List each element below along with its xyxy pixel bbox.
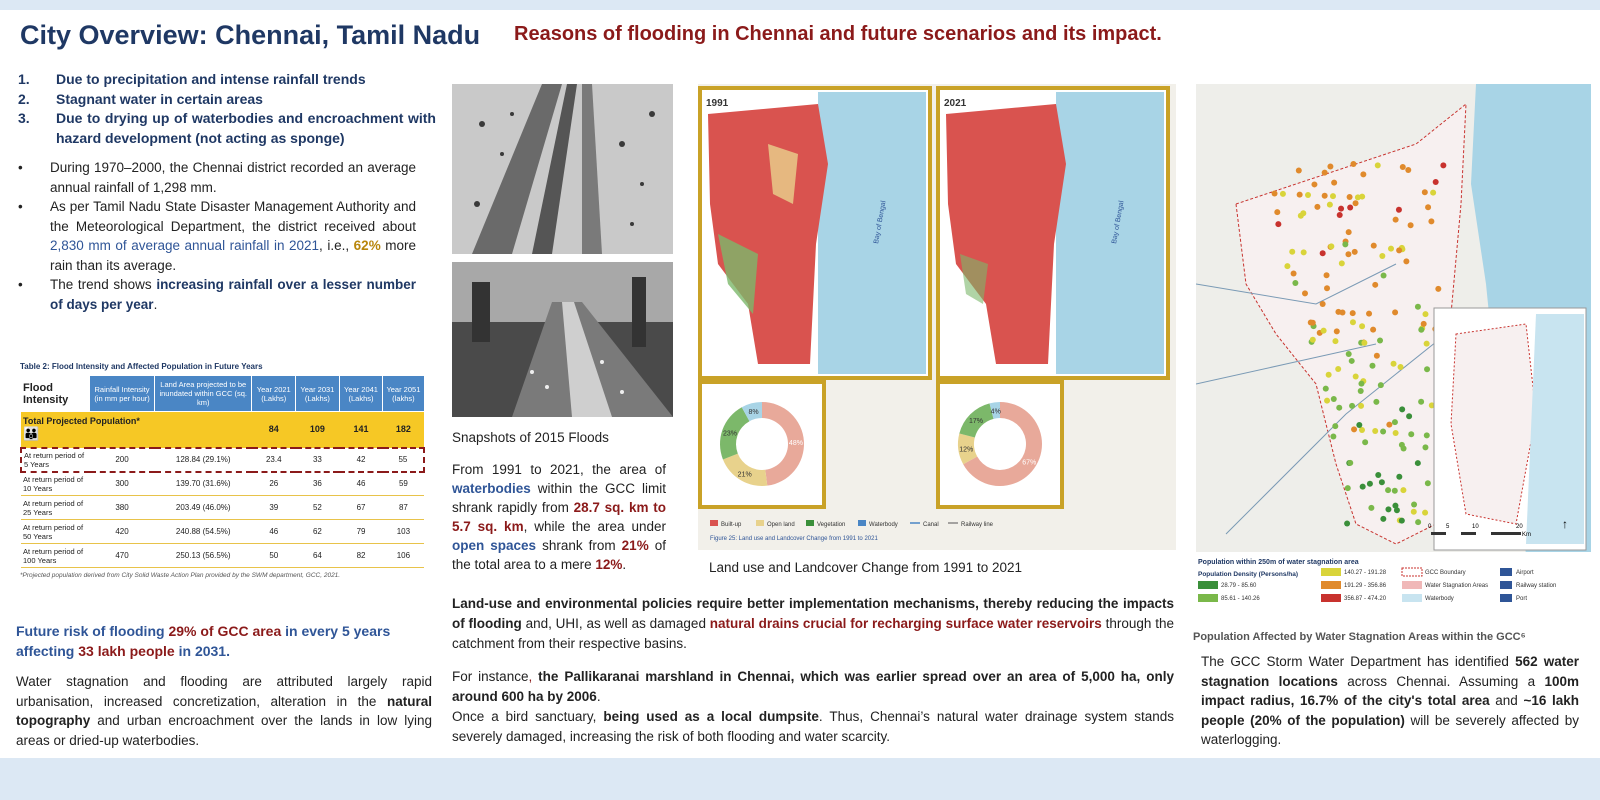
stagnation-point — [1310, 337, 1316, 343]
slide — [0, 10, 1600, 758]
stagnation-point — [1345, 485, 1351, 491]
stagnation-point — [1347, 204, 1353, 210]
stagnation-point — [1422, 444, 1428, 450]
svg-text:5: 5 — [1446, 524, 1450, 530]
donut-label: 23% — [723, 430, 738, 438]
stagnation-point — [1320, 301, 1326, 307]
stagnation-point — [1322, 193, 1328, 199]
stagnation-point — [1327, 202, 1333, 208]
list-number: 1. — [18, 71, 30, 87]
stagnation-point — [1418, 399, 1424, 405]
stagnation-point — [1301, 249, 1307, 255]
stagnation-point — [1337, 212, 1343, 218]
table-row: At return period of 100 Years 470 250.13 (56.5%) 50 64 82 106 — [21, 544, 424, 568]
stagnation-point — [1422, 510, 1428, 516]
people-icon: 👪 — [23, 426, 40, 442]
stagnation-point — [1344, 520, 1350, 526]
table-row: At return period of 50 Years 420 240.88 (54.5%) 46 62 79 103 — [21, 520, 424, 544]
landuse-caption: Land use and Landcover Change from 1991 to 2021 — [709, 560, 1022, 575]
stagnation-point — [1340, 310, 1346, 316]
stagnation-point — [1346, 351, 1352, 357]
stagnation-point — [1415, 304, 1421, 310]
stagnation-point — [1422, 189, 1428, 195]
stagnation-point — [1399, 518, 1405, 524]
stagnation-point — [1435, 286, 1441, 292]
flood-photo-1 — [452, 84, 673, 254]
stagnation-point — [1349, 358, 1355, 364]
stagnation-point — [1351, 426, 1357, 432]
stagnation-point — [1275, 221, 1281, 227]
stagnation-point — [1353, 373, 1359, 379]
stagnation-point — [1347, 460, 1353, 466]
stagnation-point — [1385, 506, 1391, 512]
bullet-text: As per Tamil Nadu State Disaster Management Authority and the Meteorological Department, the district received about 2,830 mm of average annual rainfall in 2021, i.e., 62% more rain than its average. — [50, 199, 417, 273]
svg-text:Railway station: Railway station — [1516, 583, 1557, 589]
stagnation-point — [1350, 161, 1356, 167]
stagnation-point — [1406, 413, 1412, 419]
stagnation-point — [1399, 406, 1405, 412]
svg-text:Built-up: Built-up — [721, 522, 742, 528]
svg-text:0: 0 — [1428, 524, 1432, 530]
stagnation-point — [1418, 327, 1424, 333]
donut-label: 8% — [748, 409, 759, 417]
stagnation-point — [1272, 190, 1278, 196]
stagnation-point — [1371, 243, 1377, 249]
reasons-list — [16, 70, 436, 148]
stagnation-point — [1326, 372, 1332, 378]
list-number: 3. — [18, 110, 30, 126]
table-caption: Table 2: Flood Intensity and Affected Population in Future Years — [20, 362, 263, 371]
figure-caption: Figure 25: Land use and Landcover Change from 1991 to 2021 — [710, 536, 878, 542]
stagnation-point — [1369, 363, 1375, 369]
stagnation-point — [1323, 386, 1329, 392]
stagnation-point — [1393, 430, 1399, 436]
flood-intensity-table — [20, 362, 425, 579]
donut-label: 17% — [968, 417, 983, 425]
waterbodies-paragraph: From 1991 to 2021, the area of waterbodies within the GCC limit shrank rapidly from 28.7 sq. km to 5.7 sq. km, while the area under open spaces shrank from 21% of the total area to a mere 12%. — [452, 462, 666, 572]
svg-text:Port: Port — [1516, 596, 1528, 602]
stagnation-point — [1331, 180, 1337, 186]
bullet-text: During 1970–2000, the Chennai district recorded an average annual rainfall of 1,298 mm. — [50, 160, 416, 195]
stagnation-point — [1355, 194, 1361, 200]
stagnation-point — [1356, 422, 1362, 428]
year-2021-label: 2021 — [944, 98, 967, 109]
stagnation-point — [1398, 364, 1404, 370]
stagnation-point — [1375, 472, 1381, 478]
year-1991-label: 1991 — [706, 98, 729, 109]
stagnation-point — [1396, 247, 1402, 253]
stagnation-point — [1422, 311, 1428, 317]
stagnation-point — [1433, 179, 1439, 185]
stagnation-point — [1380, 516, 1386, 522]
svg-text:20: 20 — [1516, 524, 1523, 530]
stagnation-point — [1381, 273, 1387, 279]
stagnation-point — [1424, 366, 1430, 372]
stagnation-point — [1302, 290, 1308, 296]
stagnation-point — [1358, 388, 1364, 394]
donut-label: 67% — [1022, 459, 1037, 467]
stagnation-point — [1385, 487, 1391, 493]
stagnation-point — [1367, 481, 1373, 487]
stagnation-point — [1352, 249, 1358, 255]
svg-text:Population Density (Persons/ha: Population Density (Persons/ha) — [1198, 571, 1299, 578]
stagnation-point — [1400, 164, 1406, 170]
stagnation-point — [1350, 319, 1356, 325]
svg-text:191.29 - 356.86: 191.29 - 356.86 — [1344, 583, 1387, 589]
footer-band — [0, 758, 1600, 800]
stagnation-point — [1305, 192, 1311, 198]
table-header: Land Area projected to be inundated within GCC (sq. km) — [155, 376, 252, 412]
svg-text:10: 10 — [1472, 524, 1479, 530]
stagnation-point — [1378, 382, 1384, 388]
stagnation-point — [1391, 361, 1397, 367]
stagnation-point — [1334, 328, 1340, 334]
stagnation-point — [1400, 487, 1406, 493]
table-header: Rainfall Intensity (in mm per hour) — [90, 376, 155, 412]
table-header: Year 2051 (lakhs) — [383, 376, 424, 412]
table-row: At return period of 10 Years 300 139.70 (31.6%) 26 36 46 59 — [21, 472, 424, 496]
stagnation-point — [1392, 309, 1398, 315]
stagnation-point — [1361, 340, 1367, 346]
stagnation-point — [1331, 396, 1337, 402]
stagnation-point — [1342, 241, 1348, 247]
reasons-column — [16, 70, 436, 314]
stagnation-point — [1349, 403, 1355, 409]
page-subtitle: Reasons of flooding in Chennai and future scenarios and its impact. — [514, 23, 1162, 45]
stagnation-point — [1274, 209, 1280, 215]
reason-text: Due to drying up of waterbodies and encroachment with hazard development (not acting as sponge) — [56, 110, 436, 146]
stagnation-point — [1428, 218, 1434, 224]
stagnation-point — [1372, 282, 1378, 288]
stagnation-point — [1440, 162, 1446, 168]
stagnation-point — [1405, 167, 1411, 173]
stagnation-point — [1360, 484, 1366, 490]
stagnation-point — [1408, 431, 1414, 437]
stagnation-point — [1353, 200, 1359, 206]
stagnation-point — [1425, 480, 1431, 486]
donut-label: 12% — [959, 446, 974, 454]
stagnation-paragraph: Water stagnation and flooding are attributed largely rapid urbanisation, increased concretization, alteration in the natural topography and urban encroachment over the lands in low lying areas or dried-up waterbodies. — [16, 674, 432, 748]
landuse-legend — [710, 520, 994, 528]
svg-text:Airport: Airport — [1516, 570, 1534, 576]
stagnation-point — [1368, 505, 1374, 511]
north-arrow-icon: ↑ — [1562, 517, 1568, 531]
table-cell: 182 — [383, 412, 424, 448]
stagnation-point — [1292, 280, 1298, 286]
stagnation-point — [1328, 243, 1334, 249]
table-row: At return period of 25 Years 380 203.49 (46.0%) 39 52 67 87 — [21, 496, 424, 520]
stagnation-point — [1396, 207, 1402, 213]
map-legend-title: Population within 250m of water stagnation area — [1198, 559, 1359, 566]
list-item — [16, 90, 436, 110]
stagnation-point — [1358, 403, 1364, 409]
stagnation-point — [1284, 263, 1290, 269]
stagnation-point — [1430, 190, 1436, 196]
stagnation-point — [1408, 222, 1414, 228]
table-cell: 109 — [296, 412, 340, 448]
stagnation-point — [1330, 193, 1336, 199]
stagnation-point — [1296, 168, 1302, 174]
stagnation-point — [1311, 181, 1317, 187]
sea-label: Bay of Bengal — [1111, 200, 1126, 245]
table-cell: 141 — [339, 412, 383, 448]
stagnation-point — [1360, 171, 1366, 177]
stagnation-point — [1347, 194, 1353, 200]
stagnation-point — [1392, 419, 1398, 425]
stagnation-point — [1336, 405, 1342, 411]
flood-photo-2 — [452, 262, 673, 417]
stagnation-point — [1370, 327, 1376, 333]
stagnation-point — [1421, 321, 1427, 327]
stagnation-point — [1358, 381, 1364, 387]
stagnation-point — [1291, 270, 1297, 276]
stagnation-point — [1403, 258, 1409, 264]
stagnation-point — [1396, 474, 1402, 480]
list-item — [16, 70, 436, 90]
svg-text:Railway line: Railway line — [961, 522, 994, 528]
svg-text:Water Stagnation Areas: Water Stagnation Areas — [1425, 583, 1489, 589]
stagnation-point — [1321, 328, 1327, 334]
list-item — [16, 109, 436, 148]
donut-label: 4% — [990, 408, 1001, 416]
stagnation-point — [1359, 323, 1365, 329]
page-title: City Overview: Chennai, Tamil Nadu — [20, 20, 481, 50]
stagnation-point — [1327, 164, 1333, 170]
table-row-total — [21, 412, 424, 448]
table-header: Year 2041 (Lakhs) — [339, 376, 383, 412]
stagnation-point — [1399, 442, 1405, 448]
landuse-figure — [698, 84, 1176, 550]
stagnation-point — [1415, 519, 1421, 525]
photo-caption: Snapshots of 2015 Floods — [452, 430, 609, 445]
reason-text: Due to precipitation and intense rainfall trends — [56, 71, 366, 87]
list-number: 2. — [18, 90, 30, 107]
gcc-stagnation-map — [1196, 84, 1591, 616]
stagnation-point — [1372, 428, 1378, 434]
stagnation-point — [1297, 192, 1303, 198]
stagnation-point — [1332, 338, 1338, 344]
stagnation-point — [1388, 246, 1394, 252]
stagnation-point — [1335, 366, 1341, 372]
svg-text:28.79 - 85.60: 28.79 - 85.60 — [1221, 583, 1257, 589]
table-footnote: *Projected population derived from City Solid Waste Action Plan provided by the SWM department, GCC, 2021. — [20, 572, 341, 579]
svg-text:Waterbody: Waterbody — [869, 522, 898, 528]
table-header: Year 2031 (Lakhs) — [296, 376, 340, 412]
stagnation-point — [1392, 488, 1398, 494]
total-label: Total Projected Population* 👪 — [21, 412, 155, 448]
stagnation-point — [1386, 422, 1392, 428]
stagnation-point — [1324, 398, 1330, 404]
svg-text:GCC Boundary: GCC Boundary — [1425, 570, 1466, 576]
stagnation-point — [1320, 250, 1326, 256]
bullet-text: The trend shows increasing rainfall over a lesser number of days per year. — [50, 277, 417, 312]
sea-label: Bay of Bengal — [873, 200, 888, 245]
stagnation-point — [1377, 338, 1383, 344]
list-item: • The trend shows increasing rainfall over a lesser number of days per year. — [16, 275, 416, 314]
table-header: Flood Intensity — [21, 376, 90, 412]
svg-text:Vegetation: Vegetation — [817, 522, 846, 528]
stagnation-point — [1339, 260, 1345, 266]
table-header: Year 2021 (Lakhs) — [252, 376, 296, 412]
donut-label: 21% — [737, 471, 752, 479]
stagnation-point — [1298, 213, 1304, 219]
gcc-map-caption: Population Affected by Water Stagnation Areas within the GCC⁶ — [1193, 631, 1526, 643]
stagnation-point — [1322, 170, 1328, 176]
list-item: • During 1970–2000, the Chennai district recorded an average annual rainfall of 1,298 mm. — [16, 158, 416, 197]
pallikaranai-paragraph: For instance, the Pallikaranai marshland in Chennai, which was earlier spread over an area of 5,000 ha, only around 600 ha by 2006. Once a bird sanctuary, being used as a local dumpsite. Thus, Chennai’s natural water drainage system stands severely damaged, increasing the risk of both flooding and water scarcity. — [452, 669, 1174, 744]
rainfall-bullets — [16, 158, 436, 314]
stagnation-point — [1345, 251, 1351, 257]
stagnation-point — [1350, 310, 1356, 316]
stagnation-point — [1324, 272, 1330, 278]
svg-text:Open land: Open land — [767, 522, 795, 528]
stagnation-point — [1411, 502, 1417, 508]
reason-text: Stagnant water in certain areas — [56, 90, 263, 107]
donut-label: 48% — [788, 439, 803, 447]
stagnation-point — [1375, 162, 1381, 168]
stagnation-point — [1379, 253, 1385, 259]
table-row: At return period of 5 Years 200 128.84 (29.1%) 23.4 33 42 55 — [21, 448, 424, 472]
svg-text:140.27 - 191.28: 140.27 - 191.28 — [1344, 570, 1387, 576]
stagnation-point — [1314, 204, 1320, 210]
stagnation-point — [1373, 399, 1379, 405]
stagnation-point — [1324, 285, 1330, 291]
stagnation-point — [1415, 460, 1421, 466]
table-cell: 84 — [252, 412, 296, 448]
stagnation-point — [1332, 423, 1338, 429]
stagnation-point — [1280, 191, 1286, 197]
stagnation-point — [1392, 503, 1398, 509]
stagnation-point — [1374, 353, 1380, 359]
stagnation-point — [1380, 429, 1386, 435]
future-risk-statement: Future risk of flooding 29% of GCC area in every 5 years affecting 33 lakh people in 2031. — [16, 623, 391, 659]
stagnation-point — [1346, 229, 1352, 235]
stagnation-point — [1393, 217, 1399, 223]
gcc-stagnation-paragraph: The GCC Storm Water Department has identified 562 water stagnation locations across Chennai. Assuming a 100m impact radius, 16.7% of the city's total area and ~16 lakh people (20% of the population) will be severely affected by waterlogging. — [1201, 654, 1580, 747]
stagnation-point — [1338, 206, 1344, 212]
stagnation-point — [1289, 249, 1295, 255]
svg-text:356.87 - 474.20: 356.87 - 474.20 — [1344, 596, 1387, 602]
stagnation-point — [1424, 432, 1430, 438]
stagnation-point — [1424, 341, 1430, 347]
svg-text:Canal: Canal — [923, 522, 939, 528]
policy-paragraph: Land-use and environmental policies require better implementation mechanisms, thereby reducing the impacts of flooding and, UHI, as well as damaged natural drains crucial for recharging surface water reservoirs through the catchment from their respective basins. — [452, 596, 1174, 651]
stagnation-point — [1362, 439, 1368, 445]
svg-text:Waterbody: Waterbody — [1425, 596, 1454, 602]
svg-text:Km: Km — [1522, 532, 1531, 538]
policy-section — [452, 594, 1174, 760]
stagnation-point — [1366, 311, 1372, 317]
stagnation-point — [1330, 434, 1336, 440]
list-item: • As per Tamil Nadu State Disaster Management Authority and the Meteorological Department, the district received about 2,830 mm of average annual rainfall in 2021, i.e., 62% more rain than its average. — [16, 197, 416, 275]
stagnation-point — [1411, 509, 1417, 515]
stagnation-point — [1425, 204, 1431, 210]
stagnation-point — [1379, 479, 1385, 485]
stagnation-point — [1308, 319, 1314, 325]
svg-text:85.61 - 140.26: 85.61 - 140.26 — [1221, 596, 1260, 602]
